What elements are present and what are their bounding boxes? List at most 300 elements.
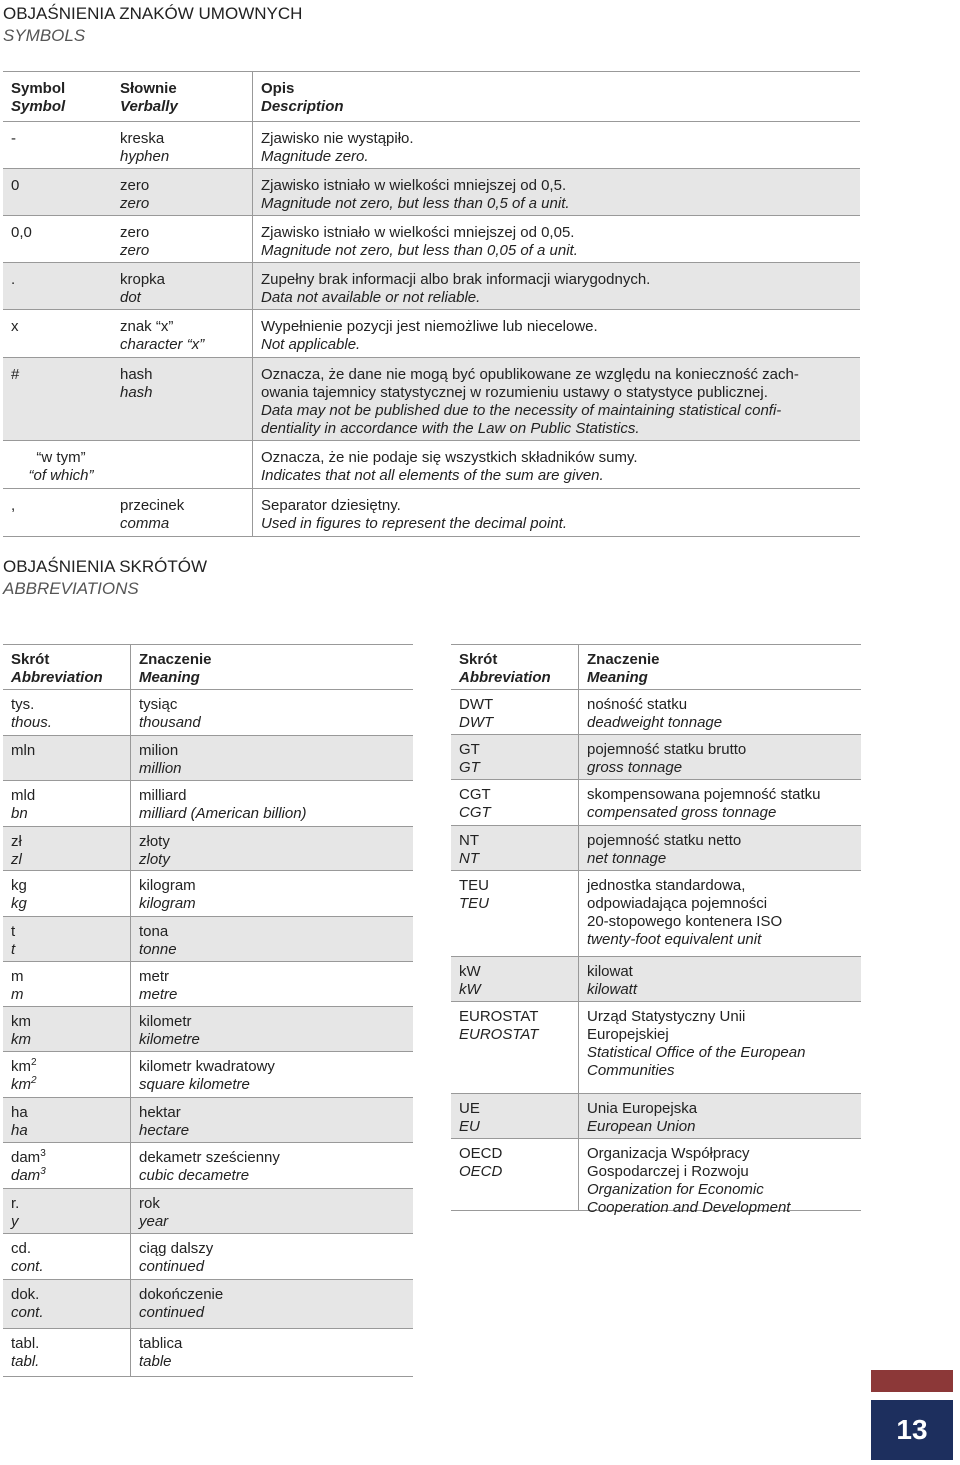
verbal-cell [111, 489, 253, 536]
abbr-pl-text: OECD [459, 1145, 503, 1162]
abbr-cell [451, 871, 579, 956]
meaning-pl: dekametr sześcienny [139, 1149, 280, 1166]
abbr-cell [3, 917, 131, 961]
meaning-pl: Gospodarczej i Rozwoju [587, 1163, 749, 1180]
symbol-cell [3, 122, 111, 168]
abbr-en [459, 759, 578, 777]
verbal-pl: zero [120, 177, 150, 194]
abbr-superscript: 3 [40, 1166, 46, 1177]
meaning-en: twenty-foot equivalent unit [587, 931, 762, 948]
meaning-pl: nośność statku [587, 696, 688, 713]
meaning-pl: 20-stopowego kontenera ISO [587, 913, 783, 930]
verbal-en: character “x” [120, 336, 205, 353]
abbr-pl-text: mld [11, 787, 36, 804]
meaning-pl: metr [139, 968, 169, 985]
abbr-en [11, 895, 130, 913]
verbal-cell [111, 441, 253, 488]
abbr-row [451, 1139, 861, 1216]
meaning-cell [579, 1094, 861, 1138]
abbr-pl [11, 923, 130, 941]
abbr-pl [11, 877, 130, 895]
abbr-row [451, 826, 861, 871]
abbr-superscript: 2 [31, 1057, 37, 1068]
verbal-pl: kropka [120, 271, 166, 288]
abbr-row [3, 736, 413, 781]
abbr-pl [459, 877, 578, 895]
meaning-cell [579, 735, 861, 779]
description-pl: Zjawisko istniało w wielkości mniejszej od 0,05. [261, 224, 575, 241]
meaning-cell [131, 1234, 413, 1279]
meaning-pl: milion [139, 742, 179, 759]
abbr-en [459, 850, 578, 868]
abbr-en [11, 1122, 130, 1140]
abbr-en [459, 1163, 578, 1181]
abbr-pl [459, 832, 578, 850]
meaning-cell [131, 1052, 413, 1097]
meaning-en: deadweight tonnage [587, 714, 723, 731]
symbols-header-row [3, 72, 860, 122]
header-verbal-en: Verbally [120, 98, 178, 115]
abbr-row [451, 957, 861, 1002]
abbr-en-text: kg [11, 895, 27, 912]
description-cell [253, 358, 860, 440]
abbr-pl-text: zł [11, 833, 22, 850]
meaning-cell [579, 780, 861, 825]
abbr-cell [3, 1052, 131, 1097]
meaning-en: continued [139, 1304, 205, 1321]
abbr-header-row [3, 645, 413, 690]
abbr-en-text: EU [459, 1118, 480, 1135]
meaning-en: hectare [139, 1122, 190, 1139]
meaning-en: cubic decametre [139, 1167, 250, 1184]
header-desc-en: Description [261, 98, 344, 115]
abbr-cell [3, 690, 131, 735]
abbr-pl-text: kW [459, 963, 481, 980]
meaning-en: kilogram [139, 895, 196, 912]
symbol-cell [3, 169, 111, 215]
meaning-pl: tablica [139, 1335, 183, 1352]
verbal-cell [111, 358, 253, 440]
symbol-cell [3, 216, 111, 262]
abbr-row [3, 1189, 413, 1234]
abbr-row [451, 1002, 861, 1094]
abbr-row [3, 1234, 413, 1280]
abbr-row [3, 1329, 413, 1377]
verbal-en: zero [120, 195, 150, 212]
verbal-pl: przecinek [120, 497, 185, 514]
abbr-pl-text: tabl. [11, 1335, 40, 1352]
abbr-en [459, 1026, 578, 1044]
abbr-pl-text: dok. [11, 1286, 40, 1303]
meaning-en: Statistical Office of the European [587, 1044, 806, 1061]
abbr-en-text: OECD [459, 1163, 503, 1180]
meaning-cell [579, 826, 861, 870]
verbal-en: comma [120, 515, 170, 532]
meaning-pl: skompensowana pojemność statku [587, 786, 821, 803]
abbr-row [3, 690, 413, 736]
symbol-row [3, 489, 860, 537]
header-meaning: Znaczenie [139, 651, 212, 668]
meaning-en: continued [139, 1258, 205, 1275]
abbr-cell [3, 1189, 131, 1233]
abbr-row [451, 1094, 861, 1139]
abbr-pl [459, 1145, 578, 1163]
symbol-row [3, 169, 860, 216]
abbr-row [3, 917, 413, 962]
abbr-en [459, 714, 578, 732]
symbol-row [3, 122, 860, 169]
description-en: Magnitude not zero, but less than 0,5 of a unit. [261, 195, 570, 212]
verbal-cell [111, 169, 253, 215]
verbal-en: zero [120, 242, 150, 259]
abbr-cell [451, 826, 579, 870]
abbr-cell [3, 1007, 131, 1051]
meaning-pl: tysiąc [139, 696, 178, 713]
abbr-en-text: EUROSTAT [459, 1026, 539, 1043]
meaning-pl: tona [139, 923, 169, 940]
meaning-pl: dokończenie [139, 1286, 224, 1303]
abbr-en-text: cont. [11, 1304, 44, 1321]
header-symbol-en: Symbol [11, 98, 66, 115]
abbr-en [11, 1167, 130, 1185]
abbr-en-text: kW [459, 981, 481, 998]
meaning-pl: jednostka standardowa, [587, 877, 746, 894]
abbr-pl-text: UE [459, 1100, 480, 1117]
meaning-pl: kilowat [587, 963, 633, 980]
description-en: Indicates that not all elements of the sum are given. [261, 467, 604, 484]
verbal-pl: zero [120, 224, 150, 241]
symbol-cell [3, 310, 111, 357]
description-pl: Zjawisko istniało w wielkości mniejszej od 0,5. [261, 177, 567, 194]
abbr-cell [3, 827, 131, 870]
abbr-en [11, 1304, 130, 1322]
meaning-cell [131, 690, 413, 735]
abbr-en [11, 1213, 130, 1231]
meaning-en: kilowatt [587, 981, 638, 998]
header-desc: Opis [261, 80, 295, 97]
description-pl: Wypełnienie pozycji jest niemożliwe lub niecelowe. [261, 318, 598, 335]
meaning-en: kilometre [139, 1031, 200, 1048]
abbr-cell [3, 962, 131, 1006]
meaning-pl: hektar [139, 1104, 181, 1121]
header-abbr-en: Abbreviation [459, 669, 551, 686]
abbr-en-text: km [11, 1031, 31, 1048]
abbr-header-row [451, 645, 861, 690]
verbal-pl: kreska [120, 130, 165, 147]
meaning-en: tonne [139, 941, 177, 958]
verbal-cell [111, 216, 253, 262]
symbol-cell [3, 263, 111, 309]
abbr-row [451, 690, 861, 735]
abbr-pl [11, 1013, 130, 1031]
meaning-pl: Organizacja Współpracy [587, 1145, 750, 1162]
description-en: Used in figures to represent the decimal point. [261, 515, 567, 532]
abbr-pl [11, 1286, 130, 1304]
meaning-pl: Unia Europejska [587, 1100, 698, 1117]
abbr-en-text: m [11, 986, 24, 1003]
abbr-row [3, 1143, 413, 1189]
description-pl: owania tajemnicy statystycznej w rozumieniu ustawy o statystyce publicznej. [261, 384, 768, 401]
abbr-cell [451, 957, 579, 1001]
verbal-en: hash [120, 384, 153, 401]
abbr-cell [451, 1002, 579, 1093]
page-number: 13 [871, 1400, 953, 1460]
meaning-pl: odpowiadająca pojemności [587, 895, 768, 912]
abbr-pl-text: cd. [11, 1240, 32, 1257]
abbr-pl-text: dam [11, 1149, 41, 1166]
meaning-cell [131, 871, 413, 916]
abbr-pl [11, 1104, 130, 1122]
abbr-row [451, 871, 861, 957]
description-cell [253, 489, 860, 536]
abbr-en-text: TEU [459, 895, 489, 912]
meaning-pl: Urząd Statystyczny Unii [587, 1008, 746, 1025]
abbr-en-text: CGT [459, 804, 491, 821]
abbr-en [11, 1258, 130, 1276]
abbr-pl-text: mln [11, 742, 36, 759]
description-pl: Zjawisko nie wystąpiło. [261, 130, 414, 147]
abbr-row [3, 871, 413, 917]
header-symbol: Symbol [11, 80, 66, 97]
meaning-cell [131, 1143, 413, 1188]
meaning-cell [131, 781, 413, 826]
meaning-en: year [139, 1213, 169, 1230]
abbr-pl-text: km [11, 1058, 31, 1075]
abbr-pl [459, 1008, 578, 1026]
abbr-en [11, 1076, 130, 1094]
meaning-en: zloty [139, 851, 170, 868]
abbr-row [451, 735, 861, 780]
abbr-en-text: tabl. [11, 1353, 40, 1370]
symbol-row [3, 358, 860, 441]
abbr-cell [451, 780, 579, 825]
abbr-en-text: DWT [459, 714, 494, 731]
abbr-pl-text: GT [459, 741, 480, 758]
abbr-row [3, 962, 413, 1007]
abbr-en-text: thous. [11, 714, 52, 731]
verbal-pl: znak “x” [120, 318, 174, 335]
meaning-pl: rok [139, 1195, 160, 1212]
abbr-row [3, 1098, 413, 1143]
abbr-en-text: cont. [11, 1258, 44, 1275]
abbr-pl [11, 1149, 130, 1167]
abbr-pl-text: km [11, 1013, 31, 1030]
meaning-en: Cooperation and Development [587, 1199, 791, 1216]
symbols-table [3, 71, 860, 537]
abbr-en [459, 804, 578, 822]
description-pl: Zupełny brak informacji albo brak informacji wiarygodnych. [261, 271, 651, 288]
header-abbr: Skrót [459, 651, 498, 668]
header-verbal: Słownie [120, 80, 177, 97]
abbr-table-left [3, 644, 413, 1377]
meaning-cell [131, 917, 413, 961]
meaning-en: Communities [587, 1062, 675, 1079]
abbr-en-text: GT [459, 759, 480, 776]
abbr-pl-text: m [11, 968, 24, 985]
meaning-header-cell [131, 645, 413, 689]
meaning-cell [579, 871, 861, 956]
symbol-row [3, 216, 860, 263]
meaning-cell [131, 1098, 413, 1142]
description-cell [253, 216, 860, 262]
description-pl: Separator dziesiętny. [261, 497, 401, 514]
abbr-en-text: ha [11, 1122, 28, 1139]
abbr-pl-text: EUROSTAT [459, 1008, 539, 1025]
meaning-cell [131, 827, 413, 870]
abbr-en [11, 714, 130, 732]
abbr-row [451, 780, 861, 826]
abbr-pl [11, 696, 130, 714]
meaning-cell [131, 1329, 413, 1376]
abbr-en-text: NT [459, 850, 479, 867]
meaning-header-cell [579, 645, 861, 689]
meaning-en: Organization for Economic [587, 1181, 764, 1198]
abbr-pl [11, 968, 130, 986]
meaning-pl: kilogram [139, 877, 196, 894]
description-pl: Oznacza, że dane nie mogą być opublikowane ze względu na konieczność zach- [261, 366, 799, 383]
header-meaning-en: Meaning [587, 669, 648, 686]
abbr-cell [3, 1234, 131, 1279]
abbr-cell [451, 1094, 579, 1138]
abbr-pl [11, 787, 130, 805]
abbr-pl-text: TEU [459, 877, 489, 894]
meaning-cell [579, 1002, 861, 1093]
abbr-row [3, 781, 413, 827]
abbr-en [11, 805, 130, 823]
description-pl: Oznacza, że nie podaje się wszystkich składników sumy. [261, 449, 638, 466]
description-cell [253, 441, 860, 488]
symbol-value: “w tym” [36, 449, 86, 466]
abbr-pl [11, 1335, 130, 1353]
abbr-header-cell [3, 645, 131, 689]
description-cell [253, 169, 860, 215]
verbal-en: hyphen [120, 148, 170, 165]
abbr-en [11, 1353, 130, 1371]
verbal-en: dot [120, 289, 141, 306]
abbr-pl-text: DWT [459, 696, 494, 713]
page-accent-bar [871, 1370, 953, 1392]
header-meaning-en: Meaning [139, 669, 200, 686]
meaning-cell [579, 690, 861, 734]
symbol-row [3, 441, 860, 489]
abbr-table-right [451, 644, 861, 1216]
abbr-pl [459, 741, 578, 759]
abbr-pl [11, 1240, 130, 1258]
symbol-value: 0,0 [11, 224, 32, 241]
meaning-en: European Union [587, 1118, 696, 1135]
symbol-value: . [11, 271, 16, 288]
abbr-pl-text: tys. [11, 696, 35, 713]
abbr-cell [3, 736, 131, 780]
meaning-cell [131, 736, 413, 780]
symbol-cell [3, 441, 111, 488]
abbr-cell [451, 690, 579, 734]
abbr-cell [3, 871, 131, 916]
abbr-en-text: dam [11, 1167, 41, 1184]
abbr-cell [3, 1280, 131, 1328]
abbr-en [459, 895, 578, 913]
abbr-cell [451, 735, 579, 779]
abbr-en [459, 981, 578, 999]
abbr-header-cell [451, 645, 579, 689]
meaning-en: milliard (American billion) [139, 805, 307, 822]
symbol-value: # [11, 366, 20, 383]
abbr-pl [459, 963, 578, 981]
abbr-en [459, 1118, 578, 1136]
abbr-pl [11, 742, 130, 760]
abbr-pl-text: kg [11, 877, 27, 894]
meaning-cell [131, 1007, 413, 1051]
description-cell [253, 263, 860, 309]
abbr-pl-text: t [11, 923, 16, 940]
description-en: Not applicable. [261, 336, 361, 353]
meaning-pl: Europejskiej [587, 1026, 669, 1043]
abbr-en-text: y [11, 1213, 19, 1230]
description-en: Magnitude zero. [261, 148, 369, 165]
meaning-pl: kilometr [139, 1013, 192, 1030]
description-cell [253, 122, 860, 168]
abbr-title: OBJAŚNIENIA SKRÓTÓW [3, 557, 208, 576]
description-cell [253, 310, 860, 357]
abbr-en [11, 1031, 130, 1049]
abbr-pl [459, 696, 578, 714]
abbr-row [3, 827, 413, 871]
meaning-pl: kilometr kwadratowy [139, 1058, 275, 1075]
meaning-en: million [139, 760, 182, 777]
description-en: Data not available or not reliable. [261, 289, 481, 306]
abbr-pl-text: CGT [459, 786, 491, 803]
abbr-cell [3, 1098, 131, 1142]
symbol-value: x [11, 318, 19, 335]
meaning-en: square kilometre [139, 1076, 250, 1093]
header-abbr: Skrót [11, 651, 50, 668]
meaning-cell [131, 1189, 413, 1233]
symbol-value: - [11, 130, 16, 147]
symbol-value: , [11, 497, 16, 514]
abbr-cell [451, 1139, 579, 1210]
meaning-pl: złoty [139, 833, 170, 850]
symbol-cell [3, 489, 111, 536]
abbr-cell [3, 1143, 131, 1188]
symbol-row [3, 310, 860, 358]
meaning-pl: pojemność statku brutto [587, 741, 747, 758]
meaning-pl: pojemność statku netto [587, 832, 742, 849]
description-en: Magnitude not zero, but less than 0,05 of a unit. [261, 242, 578, 259]
abbr-cell [3, 781, 131, 826]
abbr-pl-text: r. [11, 1195, 20, 1212]
abbr-pl [11, 1058, 130, 1076]
abbr-pl [459, 786, 578, 804]
abbr-superscript: 3 [40, 1148, 46, 1159]
verbal-pl: hash [120, 366, 153, 383]
meaning-cell [579, 957, 861, 1001]
abbr-subtitle: ABBREVIATIONS [3, 579, 139, 598]
meaning-en: compensated gross tonnage [587, 804, 777, 821]
meaning-en: net tonnage [587, 850, 667, 867]
meaning-pl: ciąg dalszy [139, 1240, 214, 1257]
verbal-cell [111, 122, 253, 168]
abbr-cell [3, 1329, 131, 1376]
symbol-row [3, 263, 860, 310]
description-en: dentiality in accordance with the Law on Public Statistics. [261, 420, 640, 437]
meaning-en: thousand [139, 714, 201, 731]
meaning-cell [131, 1280, 413, 1328]
symbol-cell [3, 358, 111, 440]
symbols-title: OBJAŚNIENIA ZNAKÓW UMOWNYCH [3, 4, 303, 23]
abbr-pl [459, 1100, 578, 1118]
meaning-en: gross tonnage [587, 759, 683, 776]
abbr-pl-text: ha [11, 1104, 28, 1121]
